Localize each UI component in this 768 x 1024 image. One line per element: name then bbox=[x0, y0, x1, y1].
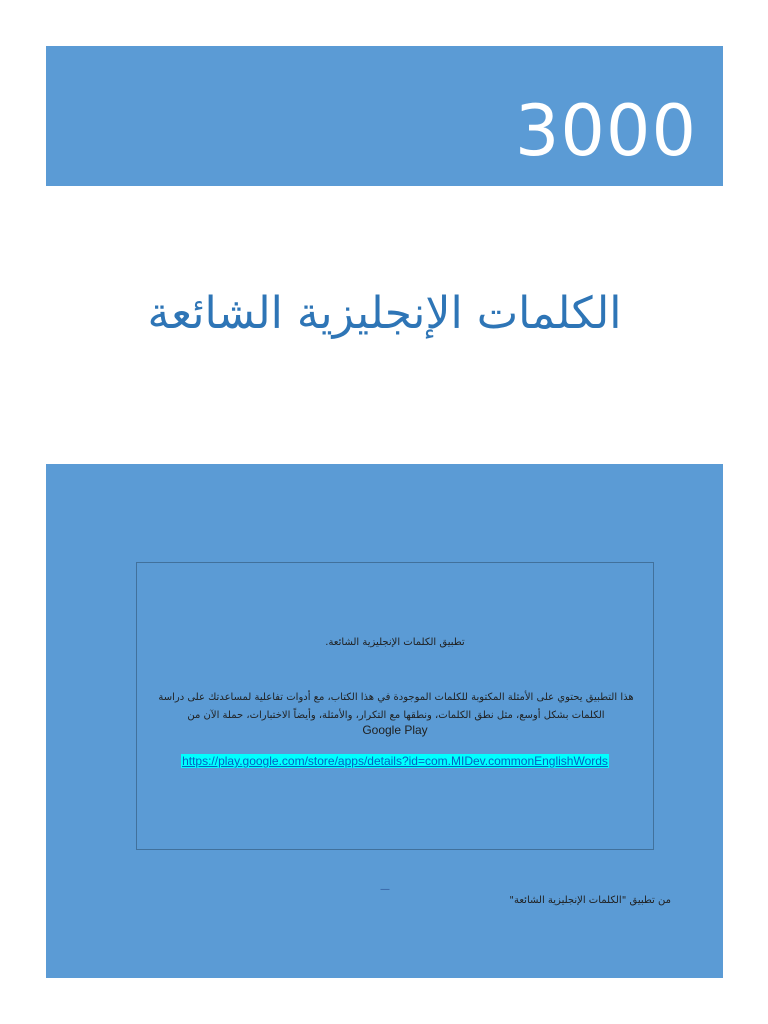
top-banner bbox=[46, 46, 723, 186]
app-info-box bbox=[136, 562, 654, 850]
bottom-panel bbox=[46, 464, 723, 978]
footer-note: من تطبيق "الكلمات الإنجليزية الشائعة" bbox=[509, 895, 671, 906]
app-info-description: هذا التطبيق يحتوي على الأمثلة المكتوبة للكلمات الموجودة في هذا الكتاب، مع أدوات تفاعلية لمساعدتك على دراسة الكلمات بشكل أوسع، مثل نطق الكلمات، ونطقها مع التكرار، والأمثلة، وأيضاً الاختبارات، حملة الآن من bbox=[158, 692, 634, 721]
app-info-title: تطبيق الكلمات الإنجليزية الشائعة. bbox=[325, 637, 465, 648]
google-play-link[interactable]: https://play.google.com/store/apps/details?id=com.MIDev.commonEnglishWords bbox=[182, 754, 608, 768]
store-link-container bbox=[137, 750, 653, 769]
store-name: Google Play bbox=[362, 723, 428, 737]
page-title: الكلمات الإنجليزية الشائعة bbox=[147, 288, 622, 339]
cover-number: 3000 bbox=[514, 90, 697, 172]
separator-dash: — bbox=[380, 884, 390, 895]
